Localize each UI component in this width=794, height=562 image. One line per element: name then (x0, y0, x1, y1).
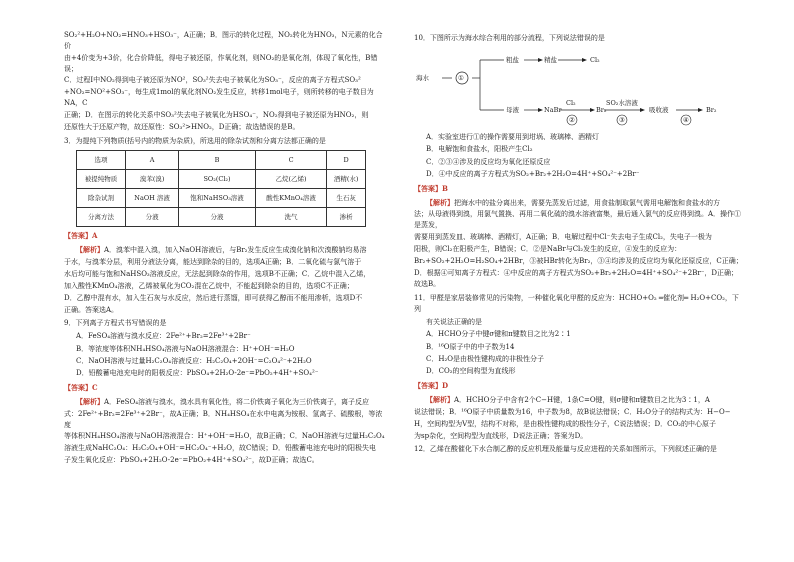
table-row (77, 170, 366, 189)
question-12-title: 12．乙烯在酸催化下水合制乙醇的反应机理及能量与反应进程的关系如图所示，下列叙述正确的是 (414, 445, 717, 454)
node-seawater: 海水 (416, 73, 429, 82)
question-9-option-b: B．等浓度等体积NH₄HSO₄溶液与NaOH溶液混合：H⁺+OH⁻=H₂O (76, 344, 295, 353)
table-cell: 选项 (77, 151, 126, 170)
question-9-answer: 【答案】C (64, 383, 98, 393)
question-11-option-d: D．CO₂的空间构型为直线形 (426, 367, 516, 376)
explanation-tag: 【解析】 (426, 395, 454, 405)
table-cell: 溴苯(溴) (126, 170, 179, 189)
explanation-tag: 【解析】 (76, 396, 104, 406)
text-line: 为sp杂化，空间构型为直线形，D说法正确；答案为D。 (414, 431, 588, 440)
node-mother-liquor: 母液 (506, 105, 519, 114)
question-10-option-d: D．④中反应的离子方程式为SO₂+Br₂+2H₂O=4H⁺+SO₄²⁻+2Br⁻ (426, 169, 640, 178)
table-cell: 除杂试剂 (77, 189, 126, 208)
table-row (77, 151, 366, 170)
text-line: 正确。答案选A。 (64, 305, 119, 314)
table-cell: B (179, 151, 256, 170)
question-10-title: 10．下图所示为海水综合利用的部分流程，下列说法错误的是 (414, 34, 605, 42)
text-line: 法；从母液得到溴，用氯气置换、再用二氧化硫的溴水溶液富集，最后通入氯气的反应得到溴。A．操作①是蒸发， (414, 210, 742, 230)
text-line: SO₂²+H₂O+NO₂=HNO₃+HSO₃⁻，A正确；B．图示的转化过程，NO₂转化为HNO₃，N元素的化合价 (64, 31, 383, 50)
text-line: 由+4价变为+3价，化合价降低，得电子被还原，作氧化剂，则NO₂的是氧化剂，体现了氧化性，B错误； (64, 53, 378, 73)
question-3-explanation (64, 245, 388, 256)
reagent-so2-solution: SO₂水溶液 (606, 98, 638, 107)
question-11-option-a: A．HCHO分子中键σ键和π键数目之比为2∶1 (426, 330, 571, 339)
text-line: C．过程Ⅰ中NO₂得到电子被还原为NO²，SO₃²失去电子被氧化为SO₃⁻，反应的离子方程式SO₃² (64, 76, 361, 85)
text-line: A．HCHO分子中含有2个C−H键，1条C=O键，则σ键和π键数目之比为3∶1，A (454, 396, 710, 405)
question-9-option-a: A．FeSO₄溶液与溴水反应：2Fe²⁺+Br₂=2Fe³⁺+2Br⁻ (76, 332, 251, 341)
table-cell: 分液 (126, 208, 179, 227)
text-line: D．根据④可知离子方程式：④中反应的离子方程式为SO₂+Br₂+2H₂O=4H⁺+SO₄²⁻+2Br⁻，D正确； (414, 268, 739, 277)
table-cell: 洗气 (255, 208, 326, 227)
node-bromine: Br₂ (596, 105, 607, 114)
table-cell: NaOH 溶液 (126, 189, 179, 208)
text-line: H，空间构型为V型，结构不对称，是由极性键构成的极性分子，C说法错误；D．CO₂的中心原子 (414, 419, 717, 428)
question-3-table (76, 150, 366, 227)
question-11-option-b: B．¹⁶O原子中的中子数为14 (426, 342, 515, 351)
text-line: 水后均可能与饱和NaHSO₃溶液反应，无法起到除杂的作用，选项B不正确；C．乙烷中混入乙烯， (64, 269, 371, 278)
question-10-option-a: A．实验室进行①的操作需要用到坩埚、玻璃棒、酒精灯 (426, 132, 600, 141)
text-line: 式：2Fe²⁺+Br₂=2Fe³⁺+2Br⁻，故A正确；B．NH₄HSO₄在水中电离为铵根、氢离子、硫酸根，等浓度 (64, 409, 383, 429)
node-refined-salt: 精盐 (544, 55, 557, 64)
text-line: 阳极，则Cl₂在阳极产生，B错误；C．②是NaBr与Cl₂发生的反应，④发生的反应为： (414, 244, 682, 253)
question-11-explanation (414, 395, 744, 406)
step-1-label: ① (458, 73, 464, 82)
table-cell: D (327, 151, 366, 170)
explanation-tag: 【解析】 (76, 245, 104, 255)
question-9-title: 9．下列离子方程式书写错误的是 (64, 319, 167, 328)
question-10-answer: 【答案】B (414, 183, 448, 193)
node-nabr: NaBr (544, 105, 562, 114)
node-absorption-liquid: 吸收液 (649, 105, 669, 114)
text-line: D．乙醇中混有水，加入生石灰与水反应，然后进行蒸馏，即可获得乙醇而不能用渗析，选项D不 (64, 293, 363, 302)
text-line: A．FeSO₄溶液与溴水，溴水具有氧化性，将二价铁离子氧化为三价铁离子，离子反应 (104, 397, 370, 406)
table-row (77, 208, 366, 227)
node-bromine-final: Br₂ (706, 105, 717, 114)
text-line: +NO₂=NO²+SO₃⁻，每生成1mol的氧化剂NO₂发生反应，转移1mol电子，则所转移的电子数目为NA，C (64, 88, 374, 108)
table-cell: 分离方法 (77, 208, 126, 227)
table-cell: A (126, 151, 179, 170)
text-line: 正确；D．在图示的转化关系中SO₃²失去电子被氧化为HSO₄⁻，NO₂得到电子被还原为HNO₂，则 (64, 110, 369, 119)
text-line: 故选B。 (414, 280, 441, 289)
text-line: 还原性大于还原产物，故还原性：SO₃²>HNO₂，D正确；故选错误的是B。 (64, 122, 300, 131)
question-3-title: 3．为提纯下列物质(括号内的物质为杂质)，所选用的除杂试剂和分离方法都正确的是 (64, 136, 326, 145)
table-cell: 酸性KMnO₄溶液 (255, 189, 326, 208)
question-10-explanation (414, 198, 744, 209)
seawater-process-flowchart (414, 48, 744, 128)
node-crude-salt: 粗盐 (506, 55, 519, 64)
text-line: 等体积NH₄HSO₄溶液与NaOH溶液混合：H⁺+OH⁻=H₂O，故B正确；C．NaOH溶液与过量H₂C₂O₄ (64, 432, 385, 441)
question-11-title-cont: 有关说法正确的是 (426, 318, 482, 326)
table-cell: C (255, 151, 326, 170)
step-2-label: ② (569, 115, 575, 124)
table-row (77, 189, 366, 208)
question-9-option-d: D．铅酸蓄电池充电时的阳极反应：PbSO₄+2H₂O-2e⁻=PbO₂+4H⁺+SO₄²⁻ (76, 369, 319, 378)
table-cell: 生石灰 (327, 189, 366, 208)
text-line: 加入酸性KMnO₄溶液，乙烯被氧化为CO₂混在乙烷中，不能起到除杂的目的，选项C不正确； (64, 281, 354, 290)
question-11-title: 11．甲醛是家居装修常见的污染物，一种催化氧化甲醛的反应为：HCHO+O₂ ═催化剂═ H₂O+CO₂，下列 (414, 294, 739, 314)
text-line: A．溴苯中混入溴，加入NaOH溶液后，与Br₂发生反应生成溴化钠和次溴酸钠均易溶 (104, 246, 367, 255)
text-line: 把海水中的盐分离出来，需要先蒸发后过滤，用食盐制取氯气需用电解饱和食盐水的方 (454, 198, 720, 207)
node-chlorine: Cl₂ (590, 55, 600, 64)
text-line: Br₂+SO₂+2H₂O=H₂SO₄+2HBr，③被HBr转化为Br₂，③④均涉及的反应均为氧化还原反应，C正确； (414, 256, 743, 265)
question-9-option-c: C．NaOH溶液与过量H₂C₂O₄溶液反应：H₂C₂O₄+2OH⁻=C₂O₄²⁻+2H₂O (76, 356, 312, 365)
text-line: 于水，与溴苯分层，利用分液法分离，能达到除杂的目的，选项A正确；B．二氧化硫与氯气溶于 (64, 258, 362, 267)
step-3-label: ③ (619, 115, 625, 124)
question-3-answer: 【答案】A (64, 231, 98, 241)
flowchart-arrows (414, 48, 744, 128)
table-cell: 乙烷(乙烯) (255, 170, 326, 189)
right-column (414, 30, 744, 457)
step-4-label: ④ (683, 115, 689, 124)
table-cell: SO₂(Cl₂) (179, 170, 256, 189)
question-11-answer: 【答案】D (414, 381, 449, 391)
question-10-option-c: C．②③④涉及的反应均为氧化还原反应 (426, 157, 551, 166)
table-cell: 饱和NaHSO₃溶液 (179, 189, 256, 208)
explanation-tag: 【解析】 (426, 197, 454, 207)
table-cell: 被提纯物质 (77, 170, 126, 189)
question-10-option-b: B．电解饱和食盐水，阳极产生Cl₂ (426, 145, 533, 154)
table-cell: 渗析 (327, 208, 366, 227)
left-column (64, 30, 388, 467)
text-line: 需要用到蒸发皿、玻璃棒、酒精灯，A正确；B．电解过程中Cl⁻失去电子生成Cl₂，失电子一极为 (414, 233, 712, 242)
table-cell: 分液 (179, 208, 256, 227)
question-9-explanation (64, 397, 388, 408)
text-line: 子发生氧化反应：PbSO₄+2H₂O-2e⁻=PbO₂+4H⁺+SO₄²⁻，故D正确；故选C。 (64, 456, 319, 465)
text-line: 说法错误；B．¹⁶O原子中质量数为16，中子数为8，故B说法错误；C．H₂O分子的结构式为：H−O− (414, 407, 731, 416)
text-line: 溶液生成NaHC₂O₄：H₂C₂O₄+OH⁻=HC₂O₄⁻+H₂O，故C错误；D．铅酸蓄电池充电时的阳极失电 (64, 444, 376, 453)
question-11-option-c: C．H₂O是由极性键构成的非极性分子 (426, 355, 545, 364)
reagent-chlorine: Cl₂ (566, 98, 576, 107)
table-cell: 酒精(水) (327, 170, 366, 189)
